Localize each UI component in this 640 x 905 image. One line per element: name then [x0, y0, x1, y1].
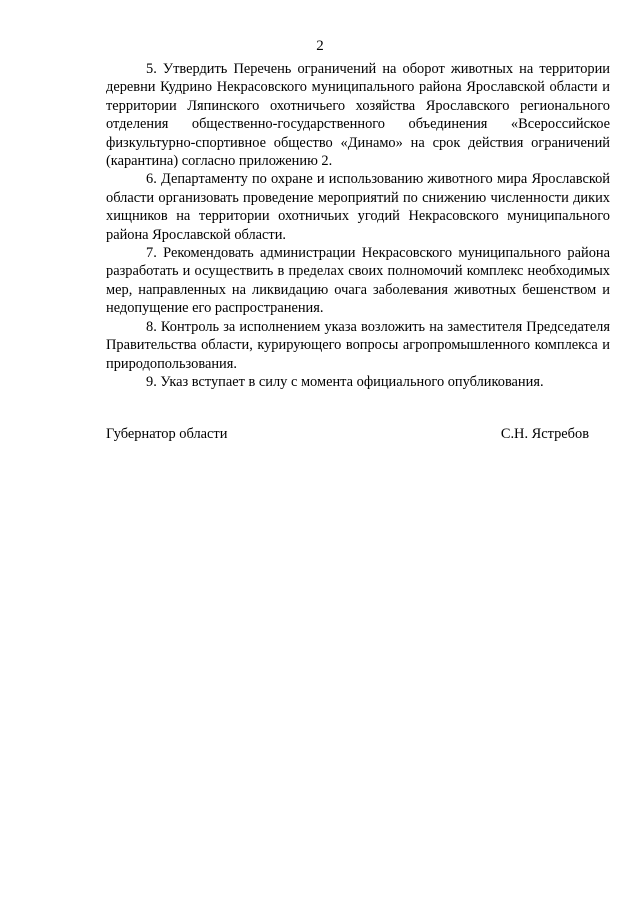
- page-number: 2: [316, 38, 324, 54]
- paragraph-8: 8. Контроль за исполнением указа возложить на заместителя Председателя Правительства области, курирующего вопросы агропромышленного комплекса и природопользования.: [106, 318, 610, 372]
- paragraph-5: 5. Утвердить Перечень ограничений на оборот животных на территории деревни Кудрино Некрасовского муниципального района Ярославской области и территории Ляпинского охотничьего хозяйства Ярославского регионального отделения общественно-государственного объединения «Всероссийское физкультурно-спортивное общество «Динамо» на срок действия ограничений (карантина) согласно приложению 2.: [106, 61, 610, 170]
- paragraph-7: 7. Рекомендовать администрации Некрасовского муниципального района разработать и осуществить в пределах своих полномочий комплекс необходимых мер, направленных на ликвидацию очага заболевания животных бешенством и недопущение его распространения.: [106, 245, 610, 317]
- signatory-name: С.Н. Ястребов: [500, 426, 589, 442]
- signatory-position: Губернатор области: [106, 426, 228, 442]
- paragraph-6: 6. Департаменту по охране и использованию животного мира Ярославской области организовать проведение мероприятий по снижению численности диких хищников на территории охотничьих угодий Некрасовского муниципального района Ярославской области.: [106, 171, 610, 243]
- paragraph-9: 9. Указ вступает в силу с момента официального опубликования.: [146, 373, 544, 390]
- decree-body: [106, 60, 610, 391]
